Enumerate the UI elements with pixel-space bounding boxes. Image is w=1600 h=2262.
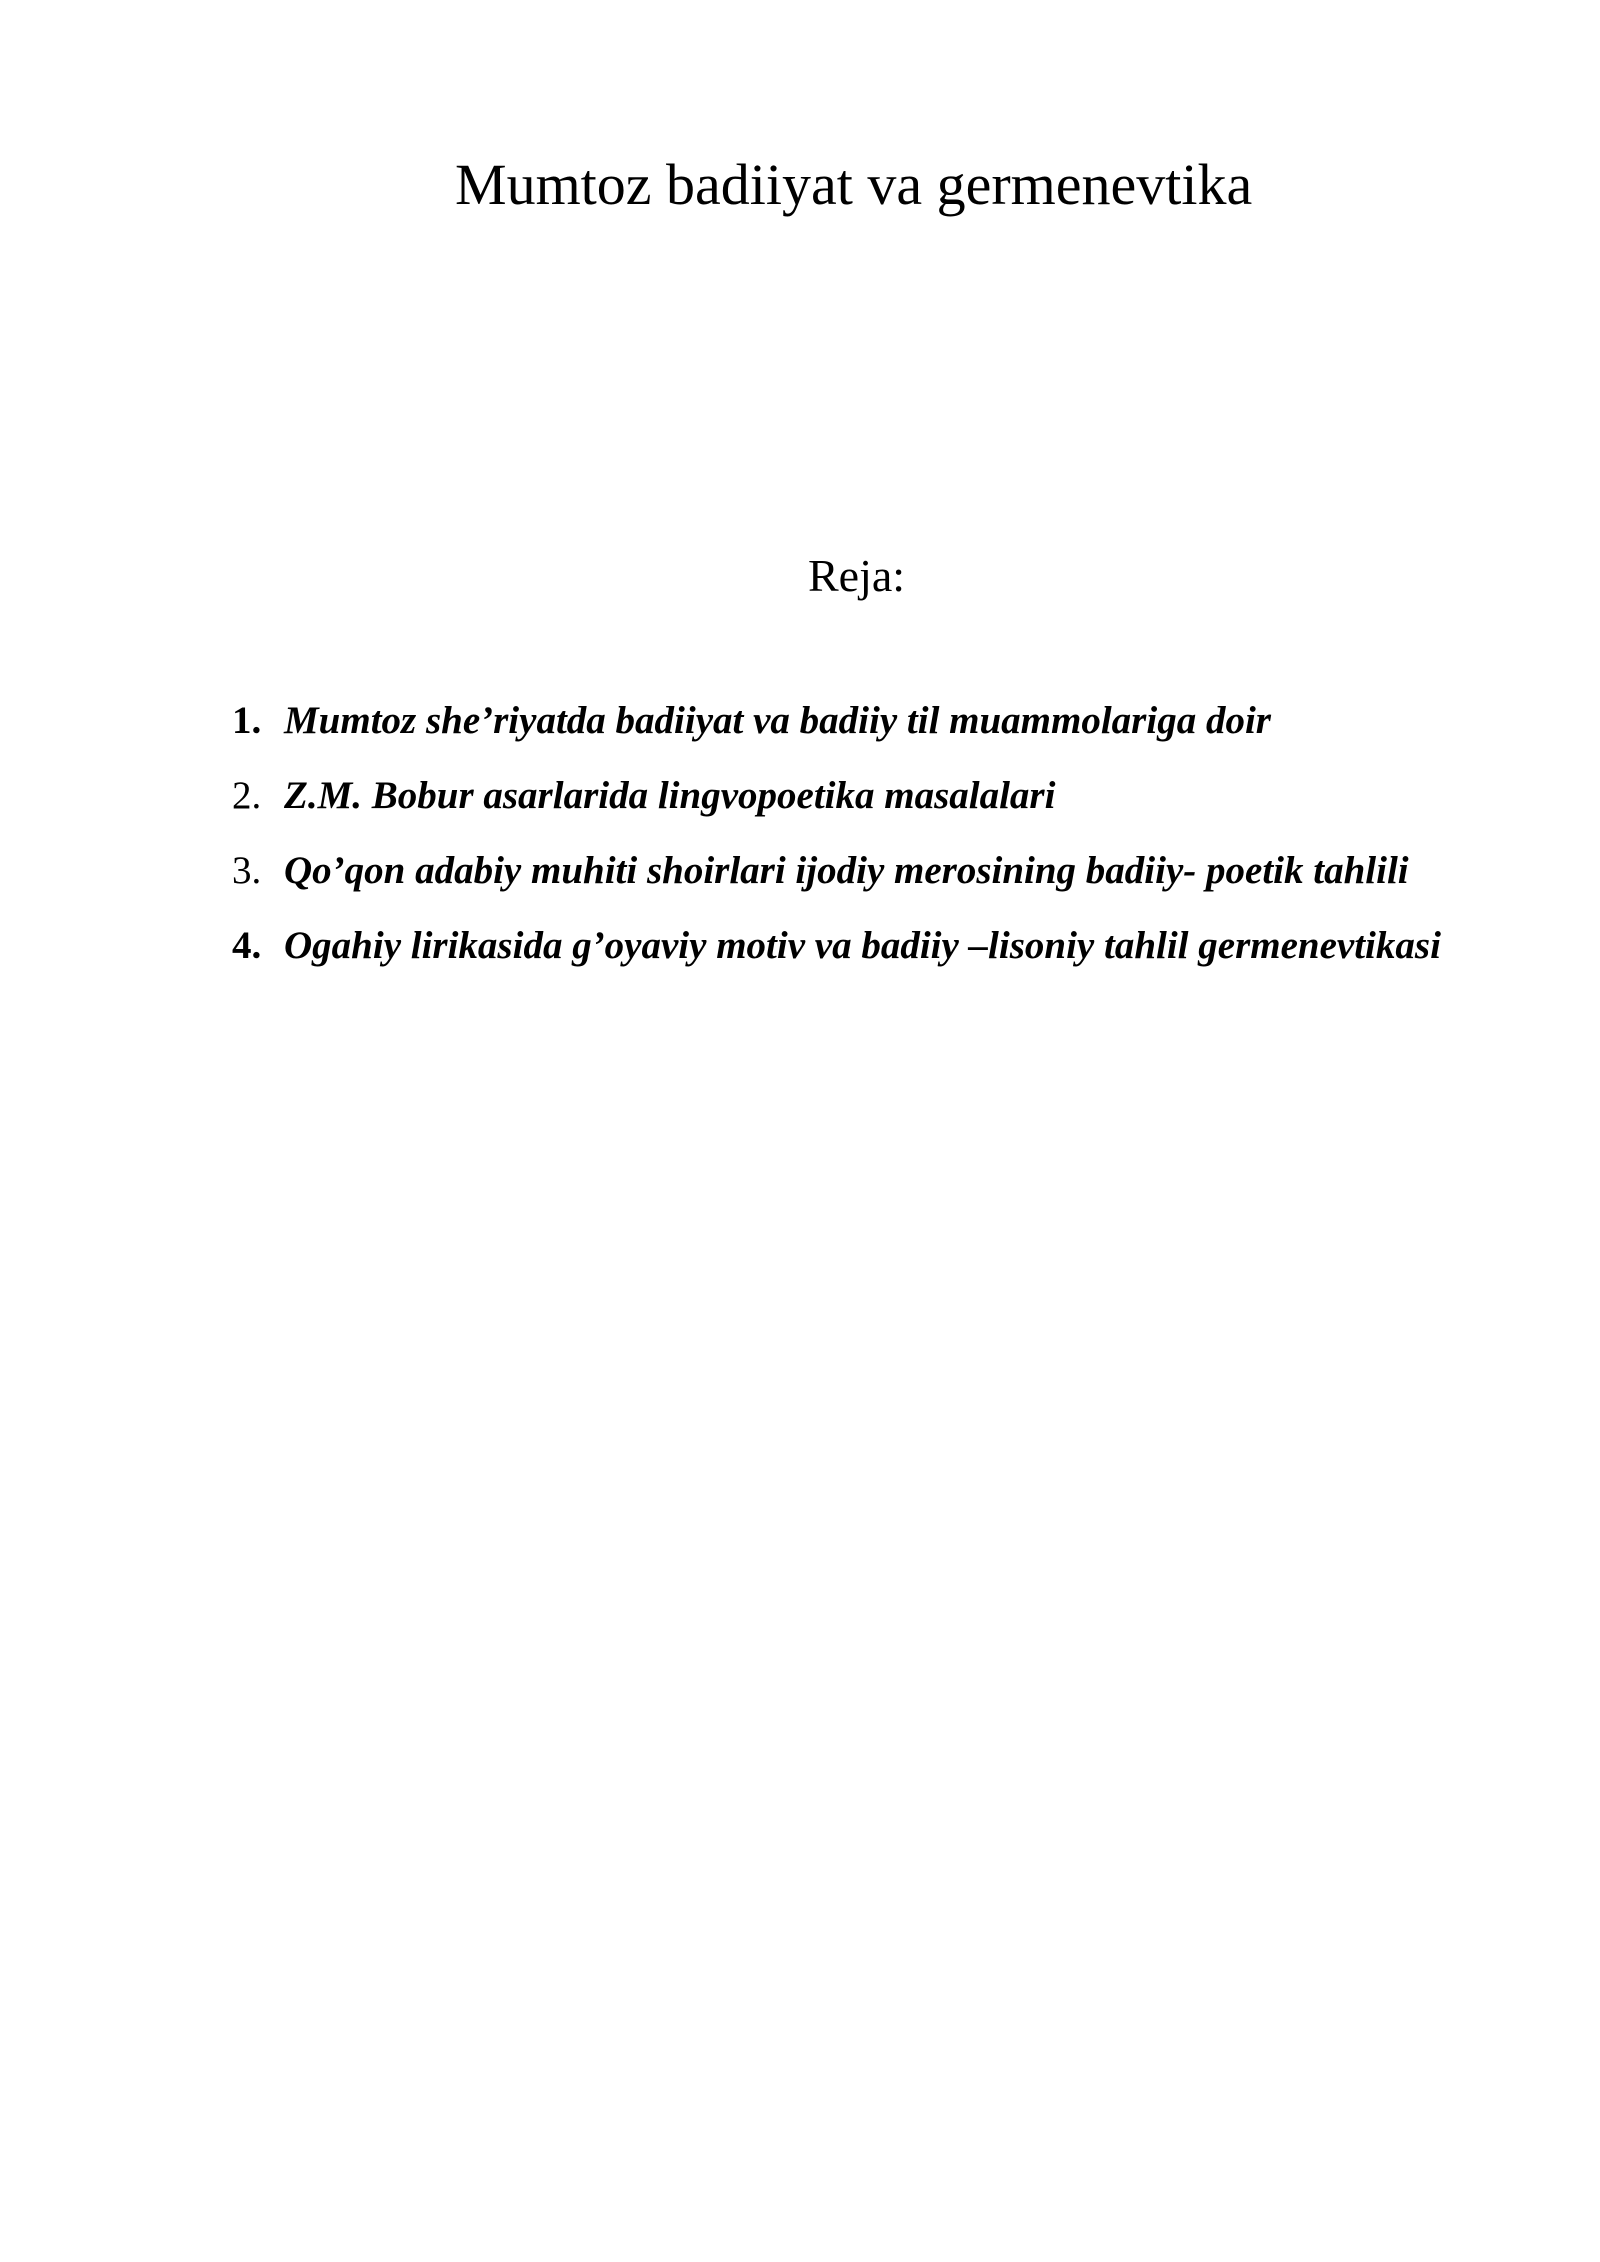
plan-item-1 (232, 683, 1485, 758)
plan-item-3 (232, 833, 1485, 908)
plan-item-4 (232, 908, 1485, 983)
plan-item-number: 1. (232, 699, 262, 742)
plan-item-text: Z.M. Bobur asarlarida lingvopoetika masalalari (284, 774, 1056, 817)
plan-list (232, 683, 1485, 983)
plan-item-number: 2. (232, 774, 262, 817)
plan-item-text: Qo’qon adabiy muhiti shoirlari ijodiy merosining badiiy- poetik tahlili (284, 849, 1409, 892)
plan-item-number: 3. (232, 849, 262, 892)
plan-heading: Reja: (808, 550, 906, 601)
document-title: Mumtoz badiiyat va germenevtika (455, 152, 1253, 217)
plan-item-2 (232, 758, 1485, 833)
plan-item-number: 4. (232, 924, 262, 967)
plan-item-text: Mumtoz she’riyatda badiiyat va badiiy til muammolariga doir (284, 699, 1271, 742)
plan-item-text: Ogahiy lirikasida g’oyaviy motiv va badiiy –lisoniy tahlil germenevtikasi (284, 924, 1441, 967)
